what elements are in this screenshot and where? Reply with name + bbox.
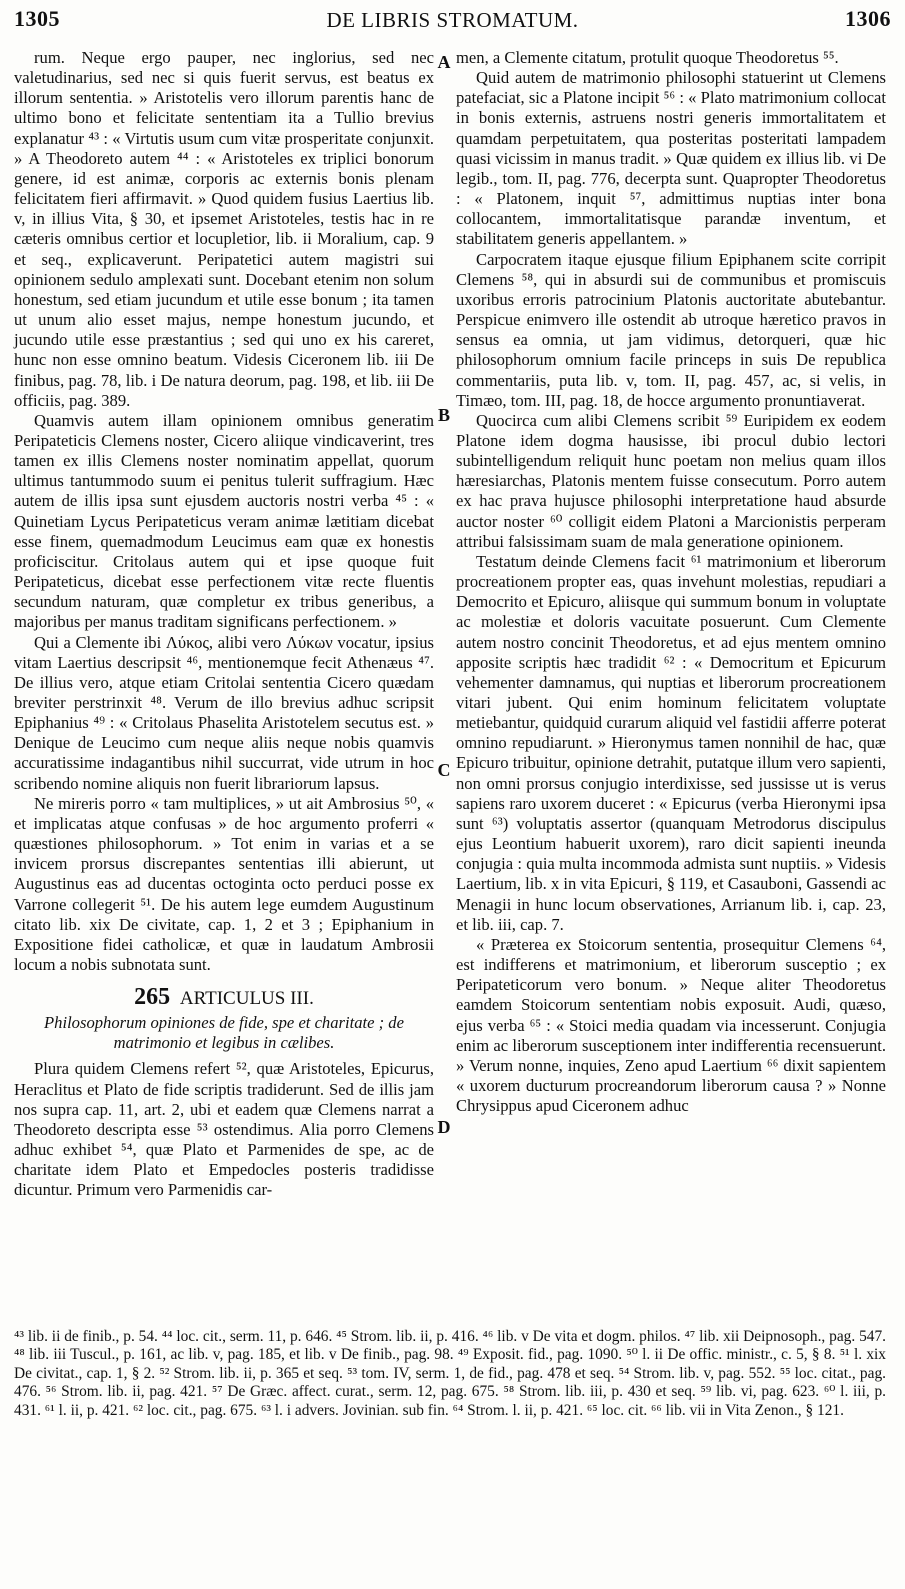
- running-title: DE LIBRIS STROMATUM.: [326, 8, 579, 32]
- right-column: [456, 48, 886, 1116]
- article-subtitle: Philosophorum opiniones de fide, spe et charitate ; de matrimonio et legibus in cælibes.: [44, 1013, 404, 1053]
- paragraph: Carpocratem itaque ejusque filium Epiphanem scite corripit Clemens ⁵⁸, qui in absurdi sui de communibus et promiscuis uxoribus erroris patrocinium Platonis auctoritate abutebantur. Perspicue enimvero ille ostendit ab utroque hæretico pravos in sensus ea omnia, ut jam vidimus, detorqueri, quæ hic philosophorum omnium facile princeps in suis De republica commentariis, puta lib. v, tom. II, pag. 457, ac, si velis, in Timæo, tom. III, pag. 18, de hocce argumento pronuntiaverat.: [456, 249, 886, 410]
- page-number-right: 1306: [845, 6, 891, 31]
- article-title: ARTICULUS III.: [179, 988, 314, 1010]
- paragraph: « Præterea ex Stoicorum sententia, prosequitur Clemens ⁶⁴, est indifferens et matrimonium, et liberorum susceptio ; ex Peripateticorum vero bonum. » Neque aliter Theodoretus eamdem Stoicorum sententiam nobis exposuit. Audi, quæso, ejus verba ⁶⁵ : « Stoici media quadam via incesserunt. Conjugia enim ac liberorum susceptionem inter indifferentia recensuerunt. » Verum nonne, inquies, Zeno apud Laertium ⁶⁶ dixit sapientem « uxorem ducturum procreandorum liberorum causa ? » Nonne Chrysippus apud Ciceronem adhuc: [456, 934, 886, 1116]
- margin-marker-d: D: [437, 1117, 451, 1137]
- paragraph: Plura quidem Clemens refert ⁵², quæ Aristoteles, Epicurus, Heraclitus et Plato de fide scriptis tradiderunt. Sed de illis jam nos supra cap. 11, art. 2, ubi et eadem quæ Clemens narrat a Theodoreto descripta esse ⁵³ ostendimus. Alia porro Clemens adhuc exhibet ⁵⁴, quæ Plato et Parmenides de spe, ac de charitate idem Plato et Empedocles posteris tradidisse dicuntur. Primum vero Parmenidis car-: [14, 1059, 434, 1200]
- article-heading: [14, 984, 434, 1011]
- paragraph: rum. Neque ergo pauper, nec inglorius, sed nec valetudinarius, sed nec si quis fuerit servus, est beatus ex illorum sententia. » Aristotelis vero illorum parentis hanc de ultimo bono et felicitate sententiam ita a Tullio brevius explanatur ⁴³ : « Virtutis usum cum vitæ prosperitate conjunxit. » A Theodoreto autem ⁴⁴ : « Aristoteles ex triplici bonorum genere, id est animæ, corporis ac externis bonis plenam felicitatem fieri affirmavit. » Quod quidem fusius Laertius lib. v, in illius Vita, § 30, et ipsemet Aristoteles, testis hac in re cæteris omnibus certior et locupletior, lib. ii Moralium, cap. 9 et seq., explicaverunt. Peripatetici autem magistri sui opinionem sedulo amplexati sunt. Docebant etenim non solum honestum, sed etiam jucundum et utile esse bonum ; ita tamen ut unum alio esset majus, nempe honestum jucundo, et jucundo utile esse præstantius ; sed qui uno ex his careret, hunc non esse omnino beatum. Videsis Ciceronem lib. iii De finibus, pag. 78, lib. i De natura deorum, pag. 198, et lib. iii De officiis, pag. 389.: [14, 48, 434, 410]
- margin-marker-c: C: [437, 760, 451, 780]
- article-number: 265: [134, 984, 171, 1011]
- paragraph: Quocirca cum alibi Clemens scribit ⁵⁹ Euripidem ex eodem Platone idem dogma hausisse, ibi procul dubio lectori subintelligendum reliquit hunc poetam non melius quam illos hæresiarchas, Platonis mentem fuisse consecutum. Porro autem ex hac prava hujusce philosophi interpretatione haud absurde auctor noster ⁶⁰ colligit eidem Platoni a Marcionistis perperam attribui falsissimam suam de mala generatione opinionem.: [456, 410, 886, 551]
- footnote-text: ⁴³ lib. ii de finib., p. 54. ⁴⁴ loc. cit., serm. 11, p. 646. ⁴⁵ Strom. lib. ii, p. 416. ⁴⁶ lib. v De vita et dogm. philos. ⁴⁷ lib. xii Deipnosoph., pag. 547. ⁴⁸ lib. iii Tuscul., p. 161, ac lib. v, pag. 185, et lib. v De finib., pag. 98. ⁴⁹ Exposit. fid., pag. 1090. ⁵⁰ l. ii De offic. ministr., c. 5, § 8. ⁵¹ l. xix De civitat., cap. 1, § 2. ⁵² Strom. lib. ii, p. 365 et seq. ⁵³ tom. IV, serm. 1, de fid., pag. 478 et seq. ⁵⁴ Strom. lib. v, pag. 552. ⁵⁵ loc. citat., pag. 476. ⁵⁶ Strom. lib. ii, pag. 421. ⁵⁷ De Græc. affect. curat., serm. 12, pag. 675. ⁵⁸ Strom. lib. iii, p. 430 et seq. ⁵⁹ lib. vi, pag. 623. ⁶⁰ l. iii, p. 431. ⁶¹ l. ii, p. 421. ⁶² loc. cit., pag. 675. ⁶³ l. i advers. Jovinian. sub fin. ⁶⁴ Strom. l. ii, p. 421. ⁶⁵ loc. cit. ⁶⁶ lib. vii in Vita Zenon., § 121.: [14, 1328, 886, 1419]
- paragraph: men, a Clemente citatum, protulit quoque Theodoretus ⁵⁵.: [456, 48, 839, 67]
- paragraph: Quid autem de matrimonio philosophi statuerint ut Clemens patefaciat, sic a Platone incipit ⁵⁶ : « Plato matrimonium collocat in bonis externis, astruens nostri generis immortalitatem et quamdam perpetuitatem, qua posteritas posteritati lampadem quasi vicissim in manus tradit. » Quæ quidem ex illius lib. vi De legib., tom. II, pag. 776, decerpta sunt. Quapropter Theodoretus : « Platonem, inquit ⁵⁷, admittimus nuptias inter bona collocantem, immortalitatisque parandæ inventum, et stabilitatem generis appellantem. »: [456, 68, 886, 249]
- paragraph: Ne mireris porro « tam multiplices, » ut ait Ambrosius ⁵⁰, « et implicatas atque confusas » de hoc argumento proferri « quæstiones philosophorum. » Tot enim in varias et a se invicem prorsus discrepantes sententias illi abierunt, ut Augustinus eas ad ducentas octoginta octo perduci posse ex Varrone collegerit ⁵¹. De his autem lege eumdem Augustinum citato lib. xix De civitate, cap. 1, 2 et 3 ; Epiphanium in Expositione fidei catholicæ, et quæ in laudatum Ambrosii locum a nobis subnotata sunt.: [14, 793, 434, 975]
- margin-marker-b: B: [437, 405, 450, 425]
- left-column: [14, 48, 434, 1200]
- page-number-left: 1305: [14, 6, 60, 31]
- paragraph: Qui a Clemente ibi Λύκος, alibi vero Λύκων vocatur, ipsius vitam Laertius descripsit ⁴⁶, mentionemque fecit Athenæus ⁴⁷. De illius vero, atque etiam Critolai sententia Cicero quædam breviter perstrinxit ⁴⁸. Verum de illo brevius adhuc scripsit Epiphanius ⁴⁹ : « Critolaus Phaselita Aristotelem secutus est. » Denique de Leucimo cum neque aliis neque nobis quamvis accuratissime indagantibus nihil succurrat, vide utrum in hoc scribendo nomine aliquis non fuerit librariorum lapsus.: [14, 632, 434, 793]
- margin-marker-a: A: [437, 52, 451, 72]
- paragraph: Testatum deinde Clemens facit ⁶¹ matrimonium et liberorum procreationem propter eas, quas invehunt molestias, repudiari a Democrito et Epicuro, aliisque qui summum bonum in voluptate ac molestiæ et doloris vacuitate posuerunt. Cum Clemente autem nostro concinit Theodoretus, et ad ejus mentem omnino apposite scriptis hæc tradidit ⁶² : « Democritum et Epicurum vehementer damnamus, qui nuptias et liberorum procreationem vitari jubent. Qui enim hominum felicitatem voluptate metiebantur, quidquid curarum aliquid vel fastidii afferre poterat omnino repudiarunt. » Hieronymus tamen nonnihil de hac, quæ Epicuro tribuitur, opinione detrahit, putatque illum vero sapienti, non omni prorsus conjugio interdixisse, sed jussisse ut is verus sapiens raro uxorem duceret : « Epicurus (verba Hieronymi ipsa sunt ⁶³) voluptatis assertor (quanquam Metrodorus discipulus ejus Leontium habuerit uxorem), raro dicit sapienti ineunda conjugia : quia multa incommoda admista sunt nuptiis. » Videsis Laertium, lib. x in vita Epicuri, § 119, et Casauboni, Gassendi ac Menagii in hunc locum observationes, Arrianum lib. i, cap. 23, et lib. iii, cap. 7.: [456, 551, 886, 934]
- page-header: [14, 6, 891, 36]
- paragraph: Quamvis autem illam opinionem omnibus generatim Peripateticis Clemens noster, Cicero aliique vindicaverint, tres tamen ex illis Clemens noster nominatim appellat, quorum ultimus tantummodo suum ei penitus tulerit suffragium. Hæc autem de illis ipsa sunt ejusdem auctoris nostri verba ⁴⁵ : « Quinetiam Lycus Peripateticus veram animæ lætitiam dicebat esse finem, quemadmodum Leucimus eam quæ ex honestis proficiscitur. Critolaus autem qui et ipse quoque fuit Peripateticus, dicebat esse perfectionem vitæ recte fluentis secundum naturam, quæ completur ex tribus generibus, a majoribus per manus traditam significans perfectionem. »: [14, 410, 434, 632]
- footnotes: [14, 1328, 886, 1420]
